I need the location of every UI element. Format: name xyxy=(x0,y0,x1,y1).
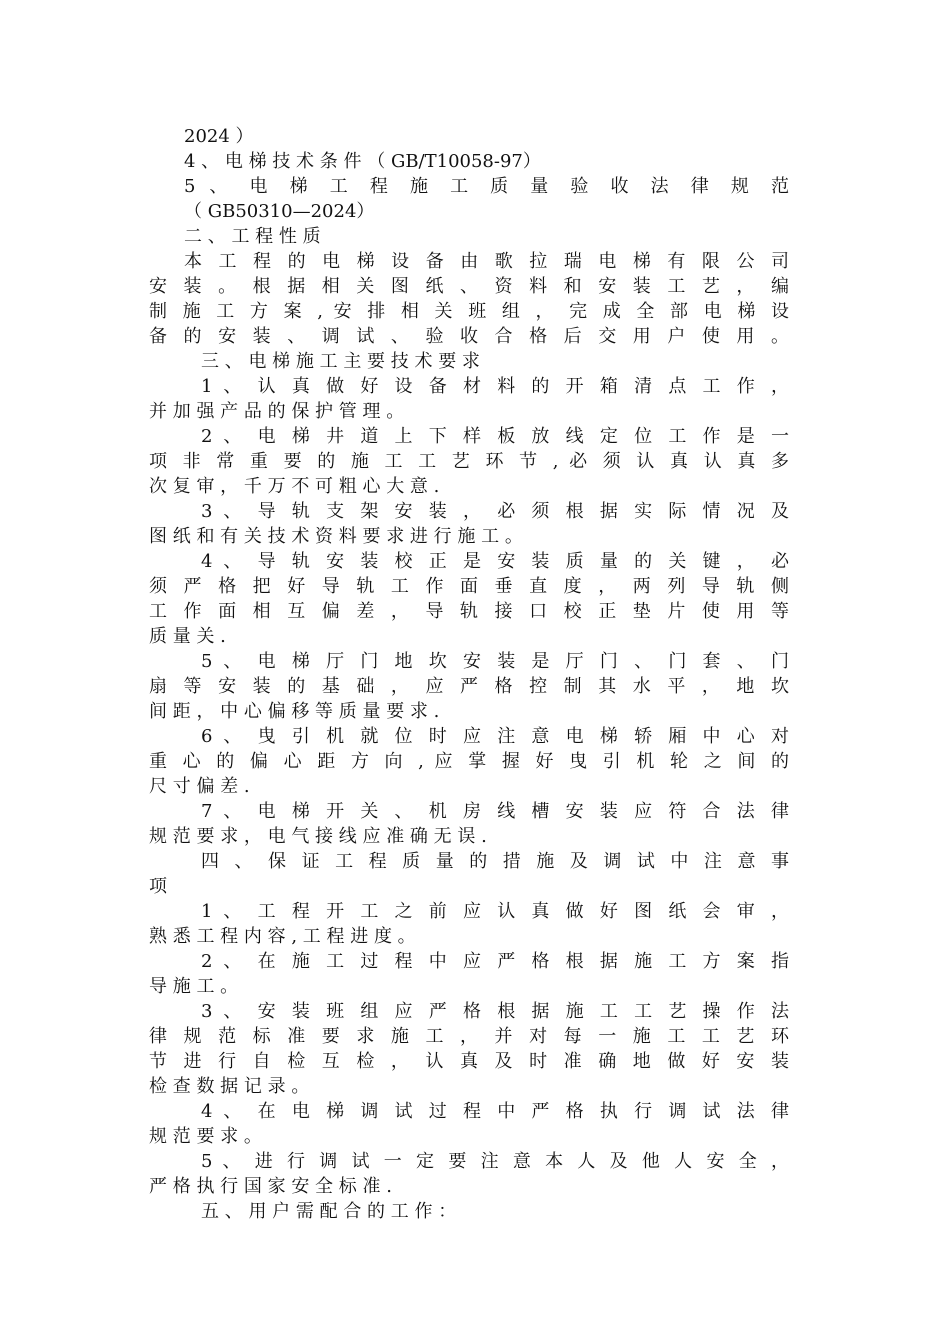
text-line: 本 工 程 的 电 梯 设 备 由 歌 拉 瑞 电 梯 有 限 公 司 xyxy=(184,251,789,272)
text-line: 须 严 格 把 好 导 轨 工 作 面 垂 直 度 ， 两 列 导 轨 侧 xyxy=(149,576,789,597)
text-line: 6 、 曳 引 机 就 位 时 应 注 意 电 梯 轿 厢 中 心 对 xyxy=(201,726,789,747)
text-line: 项 xyxy=(149,876,167,897)
text-line: 导 施 工 。 xyxy=(149,976,239,997)
text-line: 2 、 在 施 工 过 程 中 应 严 格 根 据 施 工 方 案 指 xyxy=(201,951,789,972)
text-line: 节 进 行 自 检 互 检 ， 认 真 及 时 准 确 地 做 好 安 装 xyxy=(149,1051,789,1072)
text-line: 安 装 。 根 据 相 关 图 纸 、 资 料 和 安 装 工 艺 ， 编 xyxy=(149,276,789,297)
text-line: 5 、 电 梯 工 程 施 工 质 量 验 收 法 律 规 范 xyxy=(184,176,789,197)
text-line: 项 非 常 重 要 的 施 工 工 艺 环 节 , 必 须 认 真 认 真 多 xyxy=(149,451,789,472)
text-line: 并 加 强 产 品 的 保 护 管 理 。 xyxy=(149,401,405,422)
text-line: 7 、 电 梯 开 关 、 机 房 线 槽 安 装 应 符 合 法 律 xyxy=(201,801,789,822)
text-line: （ GB50310—2024） xyxy=(184,201,375,222)
text-line: 5 、 电 梯 厅 门 地 坎 安 装 是 厅 门 、 门 套 、 门 xyxy=(201,651,789,672)
text-line: 检 查 数 据 记 录 。 xyxy=(149,1076,310,1097)
text-line: 三 、 电 梯 施 工 主 要 技 术 要 求 xyxy=(201,351,480,372)
text-line: 备 的 安 装 、 调 试 、 验 收 合 格 后 交 用 户 使 用 。 xyxy=(149,326,789,347)
text-line: 律 规 范 标 准 要 求 施 工 ， 并 对 每 一 施 工 工 艺 环 xyxy=(149,1026,789,1047)
text-line: 制 施 工 方 案 , 安 排 相 关 班 组 ， 完 成 全 部 电 梯 设 xyxy=(149,301,789,322)
text-line: 4 、 电 梯 技 术 条 件 （ GB/T10058-97） xyxy=(184,151,541,172)
text-line: 4 、 在 电 梯 调 试 过 程 中 严 格 执 行 调 试 法 律 xyxy=(201,1101,789,1122)
text-line: 熟 悉 工 程 内 容 , 工 程 进 度 。 xyxy=(149,926,416,947)
text-line: 2 、 电 梯 井 道 上 下 样 板 放 线 定 位 工 作 是 一 xyxy=(201,426,789,447)
text-line: 间 距 ， 中 心 偏 移 等 质 量 要 求 . xyxy=(149,701,440,722)
document-body xyxy=(149,124,789,1224)
text-line: 五 、 用 户 需 配 合 的 工 作 ： xyxy=(201,1201,457,1222)
text-line: 规 范 要 求 ， 电 气 接 线 应 准 确 无 误 . xyxy=(149,826,487,847)
text-line: 图 纸 和 有 关 技 术 资 料 要 求 进 行 施 工 。 xyxy=(149,526,523,547)
text-line: 5 、 进 行 调 试 一 定 要 注 意 本 人 及 他 人 安 全 ， xyxy=(201,1151,789,1172)
text-line: 尺 寸 偏 差 . xyxy=(149,776,250,797)
text-line: 次 复 审 ， 千 万 不 可 粗 心 大 意 . xyxy=(149,476,440,497)
text-line: 严 格 执 行 国 家 安 全 标 准 . xyxy=(149,1176,392,1197)
text-line: 3 、 导 轨 支 架 安 装 ， 必 须 根 据 实 际 情 况 及 xyxy=(201,501,789,522)
text-line: 2024 ） xyxy=(184,126,254,147)
text-line: 规 范 要 求 。 xyxy=(149,1126,262,1147)
text-line: 1 、 认 真 做 好 设 备 材 料 的 开 箱 清 点 工 作 ， xyxy=(201,376,789,397)
text-line: 四 、 保 证 工 程 质 量 的 措 施 及 调 试 中 注 意 事 xyxy=(201,851,789,872)
text-line: 扇 等 安 装 的 基 础 ， 应 严 格 控 制 其 水 平 ， 地 坎 xyxy=(149,676,789,697)
text-line: 工 作 面 相 互 偏 差 ， 导 轨 接 口 校 正 垫 片 使 用 等 xyxy=(149,601,789,622)
text-line: 重 心 的 偏 心 距 方 向 , 应 掌 握 好 曳 引 机 轮 之 间 的 xyxy=(149,751,789,772)
text-line: 1 、 工 程 开 工 之 前 应 认 真 做 好 图 纸 会 审 ， xyxy=(201,901,789,922)
text-line: 质 量 关 . xyxy=(149,626,226,647)
text-line: 二 、 工 程 性 质 xyxy=(184,226,321,247)
text-line: 4 、 导 轨 安 装 校 正 是 安 装 质 量 的 关 键 ， 必 xyxy=(201,551,789,572)
text-line: 3 、 安 装 班 组 应 严 格 根 据 施 工 工 艺 操 作 法 xyxy=(201,1001,789,1022)
